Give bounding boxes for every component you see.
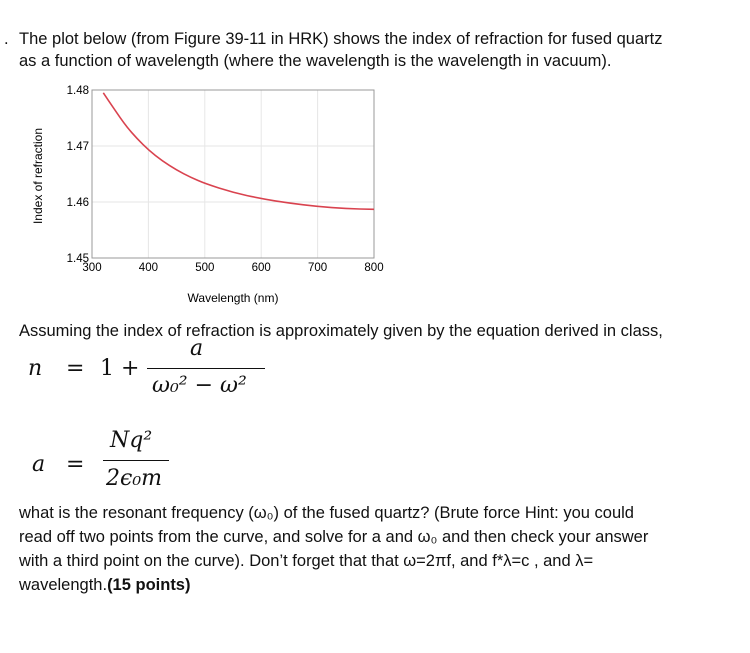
question-line-2: read off two points from the curve, and solve for a and ω₀ and then check your answer [19, 528, 649, 546]
y-tick-label: 1.46 [66, 197, 89, 209]
x-axis-label: Wavelength (nm) [187, 291, 279, 305]
eq-a-equals: = [66, 452, 85, 477]
assuming-text: Assuming the index of refraction is approximately given by the equation derived in class, [19, 322, 663, 340]
x-tick-label: 800 [364, 262, 384, 274]
eq-n-fraction-bar [147, 368, 265, 369]
points-label: (15 points) [107, 576, 191, 594]
x-tick-label: 500 [195, 262, 215, 274]
eq-n-one-plus: 1 + [100, 356, 140, 381]
question-line-3: with a third point on the curve). Don’t forget that that ω=2πf, and f*λ=c , and λ= [19, 552, 594, 570]
intro-line-1: The plot below (from Figure 39-11 in HRK) shows the index of refraction for fused quartz [19, 30, 663, 48]
question-line-4 [19, 574, 190, 596]
x-tick-label: 400 [138, 262, 158, 274]
y-tick-label: 1.45 [66, 253, 89, 265]
y-tick-label: 1.48 [66, 85, 89, 97]
eq-n-numerator: a [190, 336, 204, 361]
y-tick-label: 1.47 [66, 141, 89, 153]
eq-a-denominator: 2ϵ₀m [106, 466, 162, 491]
plot-frame [92, 90, 374, 258]
refraction-chart [0, 80, 400, 320]
x-tick-label: 700 [308, 262, 328, 274]
intro-line-2: as a function of wavelength (where the wavelength is the wavelength in vacuum). [19, 52, 612, 70]
eq-n-lhs: n [28, 356, 43, 381]
chart-grid [92, 90, 374, 258]
bullet-marker: . [4, 30, 9, 48]
question-line-1: what is the resonant frequency (ω₀) of the fused quartz? (Brute force Hint: you could [19, 504, 634, 522]
eq-a-lhs: a [32, 452, 46, 477]
y-axis-label: Index of refraction [31, 127, 45, 225]
eq-a-fraction-bar [103, 460, 169, 461]
series-line [103, 93, 374, 210]
eq-n-denominator: ω₀² − ω² [152, 373, 247, 398]
eq-n-equals: = [66, 356, 85, 381]
question-line-4-text: wavelength. [19, 576, 108, 594]
eq-a-numerator: Nq² [110, 428, 153, 453]
x-tick-label: 600 [251, 262, 271, 274]
x-tick-label: 300 [82, 262, 102, 274]
